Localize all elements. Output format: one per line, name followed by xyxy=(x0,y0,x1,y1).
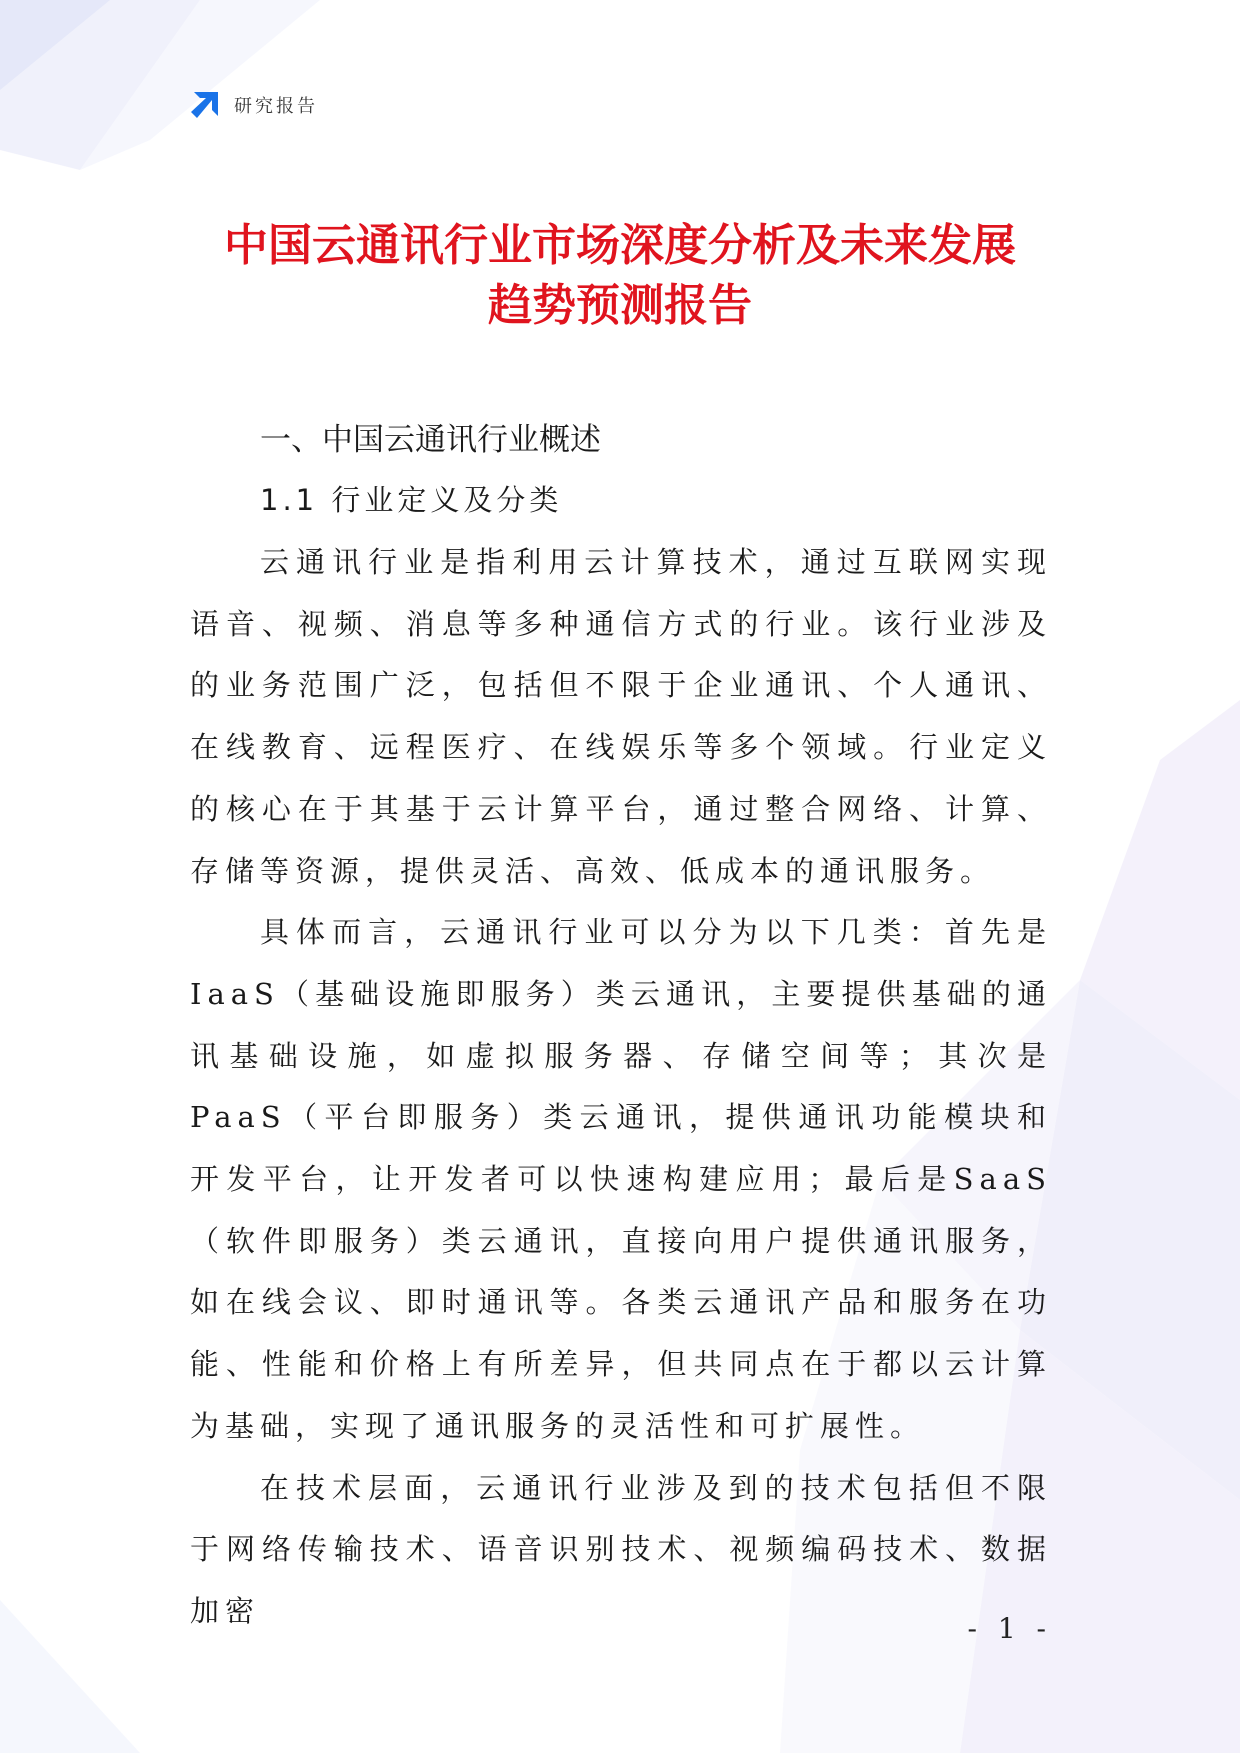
body-paragraph-1: 云通讯行业是指利用云计算技术，通过互联网实现语音、视频、消息等多种通信方式的行业。该行业涉及的业务范围广泛，包括但不限于企业通讯、个人通讯、在线教育、远程医疗、在线娱乐等多个领域。行业定义的核心在于其基于云计算平台，通过整合网络、计算、存储等资源，提供灵活、高效、低成本的通讯服务。 xyxy=(190,545,1052,888)
arrow-up-right-icon xyxy=(188,88,222,122)
title-line-1: 中国云通讯行业市场深度分析及未来发展 xyxy=(224,220,1016,271)
subsection-heading: 1.1 行业定义及分类 xyxy=(260,483,563,517)
document-title xyxy=(150,216,1090,336)
title-line-2: 趋势预测报告 xyxy=(488,280,752,331)
document-body xyxy=(190,412,1052,1643)
body-paragraph-2: 具体而言，云通讯行业可以分为以下几类：首先是IaaS（基础设施即服务）类云通讯，主要提供基础的通讯基础设施，如虚拟服务器、存储空间等；其次是PaaS（平台即服务）类云通讯，提供通讯功能模块和开发平台，让开发者可以快速构建应用；最后是SaaS（软件即服务）类云通讯，直接向用户提供通讯服务，如在线会议、即时通讯等。各类云通讯产品和服务在功能、性能和价格上有所差异，但共同点在于都以云计算为基础，实现了通讯服务的灵活性和可扩展性。 xyxy=(190,915,1052,1443)
page-number: - 1 - xyxy=(967,1612,1052,1645)
header-label: 研究报告 xyxy=(234,96,318,117)
report-header xyxy=(188,88,318,122)
section-heading: 一、中国云通讯行业概述 xyxy=(260,422,601,458)
body-paragraph-3: 在技术层面，云通讯行业涉及到的技术包括但不限于网络传输技术、语音识别技术、视频编码技术、数据加密 xyxy=(190,1470,1052,1628)
